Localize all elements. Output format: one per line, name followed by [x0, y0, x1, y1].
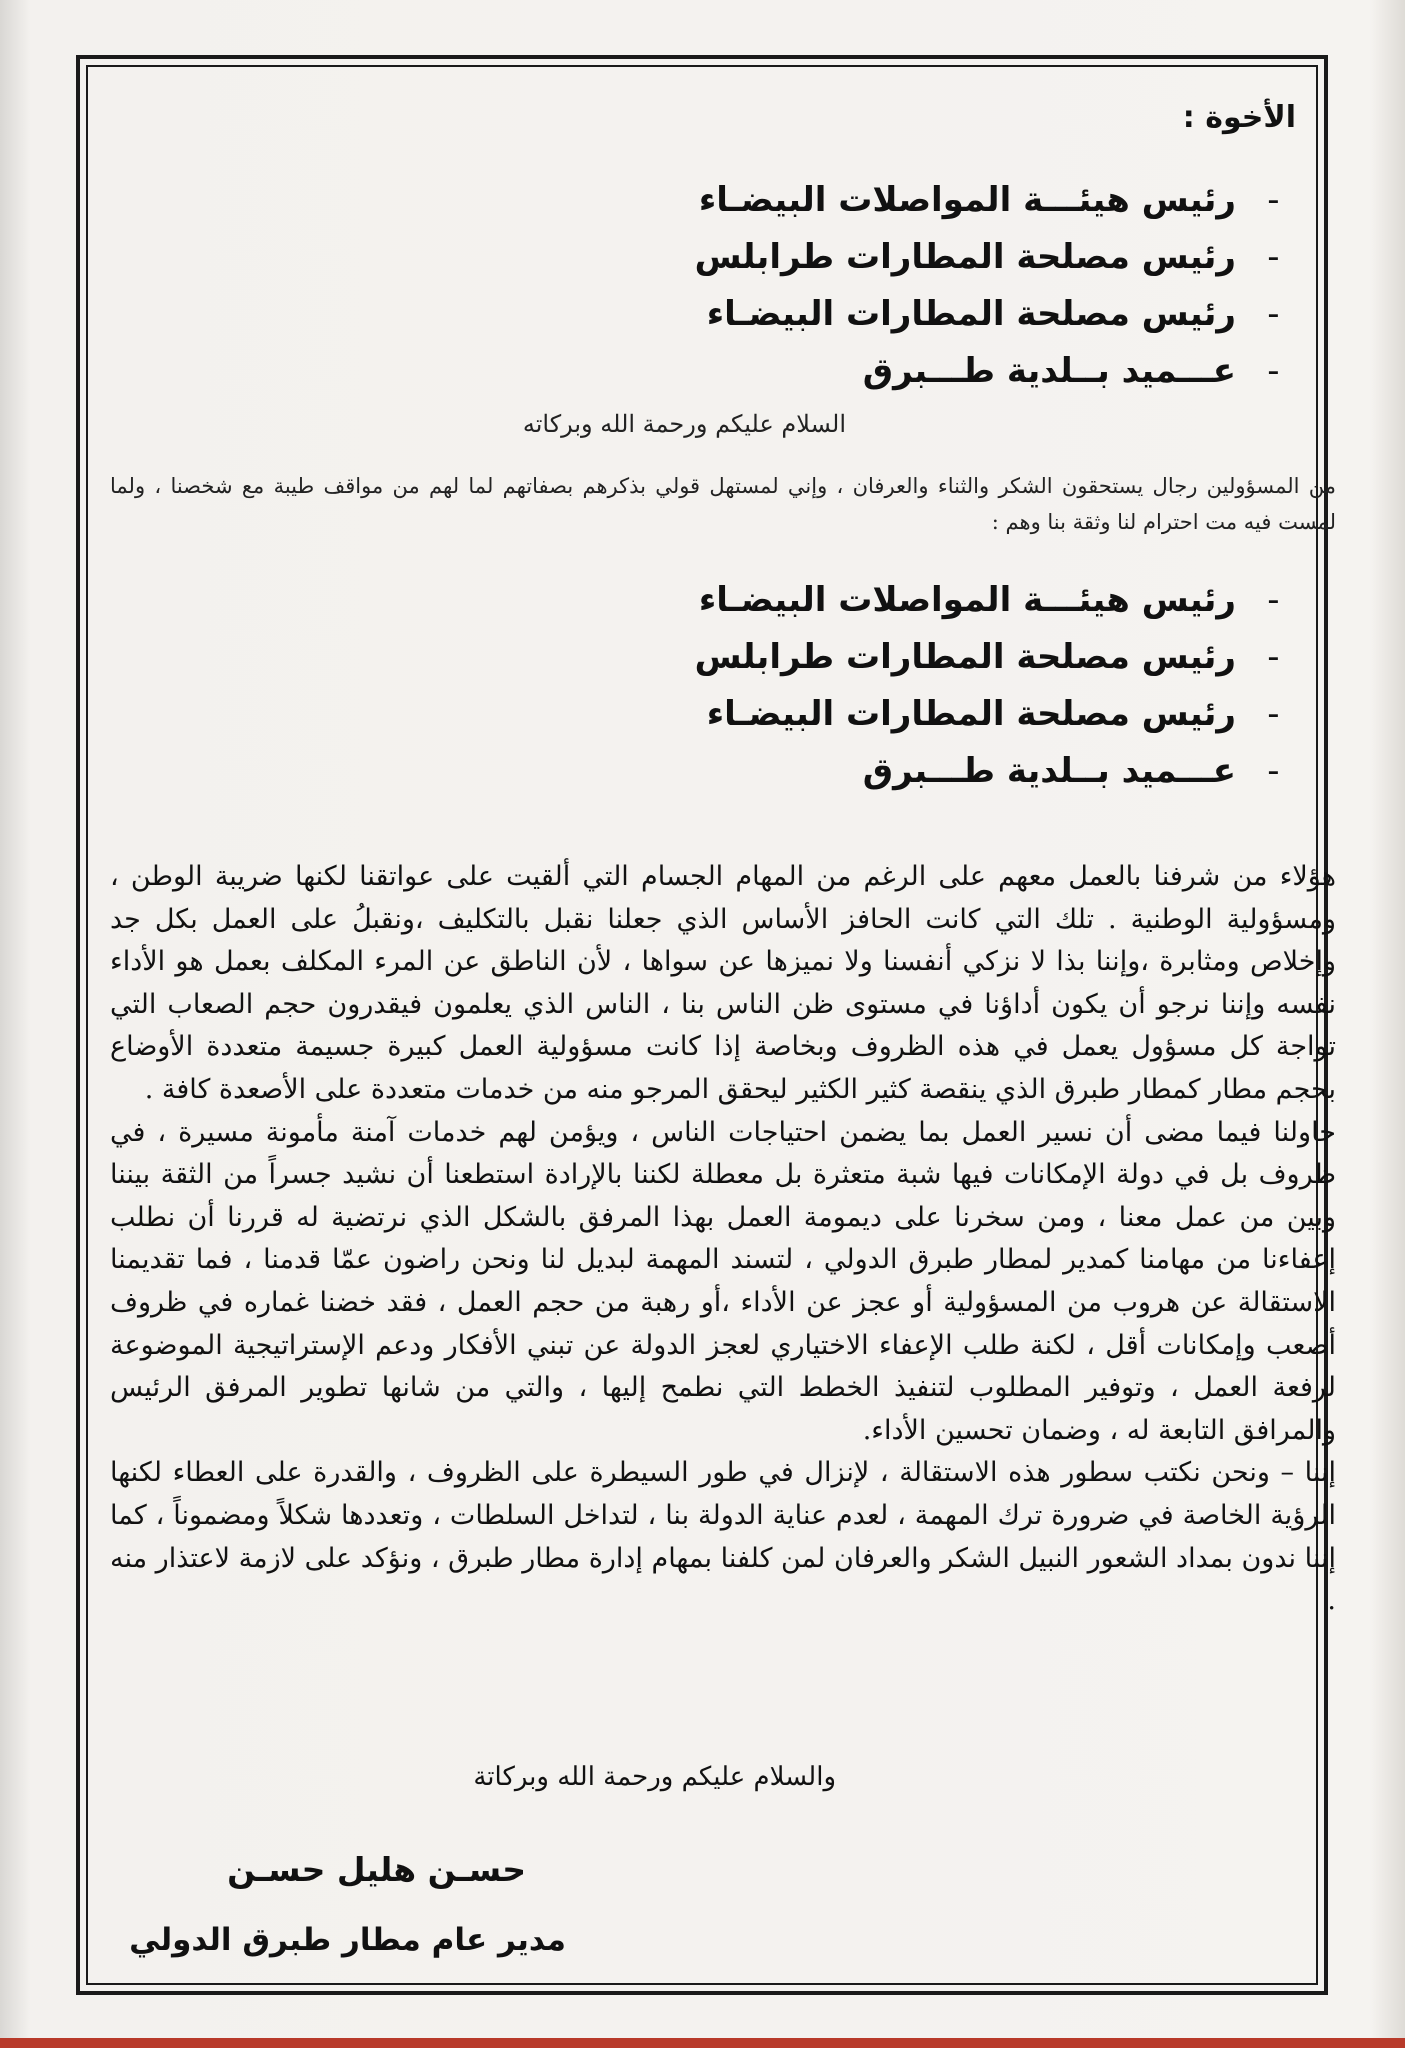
- salutation: السلام عليكم ورحمة الله وبركاته: [522, 410, 846, 438]
- addressee-item: -رئيس مصلحة المطارات طرابلس: [694, 637, 1280, 677]
- addressee-item: -عـــميد بــلدية طـــبرق: [862, 351, 1280, 391]
- addressee-item: -رئيس مصلحة المطارات البيضـاء: [706, 694, 1280, 734]
- addressee-item: -عـــميد بــلدية طـــبرق: [862, 751, 1280, 791]
- addressee-list-top: [380, 172, 1280, 400]
- bottom-edge-strip: [0, 2038, 1405, 2048]
- signature-title: مدير عام مطار طبرق الدولي: [129, 1922, 566, 1958]
- addressee-item: -رئيس هيئـــة المواصلات البيضـاء: [698, 180, 1280, 220]
- greeting-heading: الأخوة :: [1182, 100, 1296, 135]
- closing-salutation: والسلام عليكم ورحمة الله وبركاتة: [473, 1762, 836, 1792]
- paragraph-3: إننا – ونحن نكتب سطور هذه الاستقالة ، لإنزال في طور السيطرة على الظروف ، والقدرة على العطاء لكنها الرؤية الخاصة في ضرورة ترك المهمة ، لعدم عناية الدولة بنا ، لتداخل السلطات ، وتعددها شكلاً ومضموناً ، كما إننا ندون بمداد الشعور النبيل الشكر والعرفان لمن كلفنا بمهام إدارة مطار طبرق ، ونؤكد على لازمة لاعتذار منه .: [110, 1457, 1336, 1617]
- signature-name: حسـن هليل حسـن: [227, 1850, 526, 1889]
- addressee-item: -رئيس هيئـــة المواصلات البيضـاء: [698, 580, 1280, 620]
- addressee-item: -رئيس مصلحة المطارات البيضـاء: [706, 294, 1280, 334]
- letter-body: [110, 90, 1336, 1970]
- main-text: [110, 856, 1336, 1623]
- paragraph-1: هؤلاء من شرفنا بالعمل معهم على الرغم من المهام الجسام التي ألقيت على عواتقنا لكنها ضريبة الوطن ، ومسؤولية الوطنية . تلك التي كانت الحافز الأساس الذي جعلنا نقبل بالتكليف ،ونقبلُ على العمل بكل جد وإخلاص ومثابرة ،وإننا بذا لا نزكي أنفسنا ولا نميزها عن سواها ، لأن الناطق عن المرء المكلف بعمل هو الأداء نفسه وإننا نرجو أن يكون أداؤنا في مستوى ظن الناس بنا ، الناس الذي يعلمون فيقدرون حجم الصعاب التي تواجة كل مسؤول يعمل في هذه الظروف وبخاصة إذا كانت مسؤولية العمل كبيرة جسيمة متعددة الأوضاع بحجم مطار كمطار طبرق الذي ينقصة كثير الكثير ليحقق المرجو منه من خدمات متعددة على الأصعدة كافة .: [110, 861, 1336, 1105]
- paragraph-2: حاولنا فيما مضى أن نسير العمل بما يضمن احتياجات الناس ، ويؤمن لهم خدمات آمنة مأمونة مسيرة ، في ظروف بل في دولة الإمكانات فيها شبة متعثرة بل معطلة لكننا بالإرادة استطعنا أن نشيد جسراً من الثقة بيننا وبين من عمل معنا ، ومن سخرنا على ديمومة العمل بهذا المرفق بالشكل الذي نرتضية له قررنا أن نطلب إعفاءنا من مهامنا كمدير لمطار طبرق الدولي ، لتسند المهمة لبديل لنا ونحن راضون عمّا قدمنا ، فما تقديمنا الاستقالة عن هروب من المسؤولية أو عجز عن الأداء ،أو رهبة من حجم العمل ، فقد خضنا غماره في ظروف أصعب وإمكانات أقل ، لكنة طلب الإعفاء الاختياري لعجز الدولة عن تبني الأفكار ودعم الإستراتيجية الموضوعة لرفعة العمل ، وتوفير المطلوب لتنفيذ الخطط التي نطمح إليها ، والتي من شانها تطوير المرفق الرئيس والمرافق التابعة له ، وضمان تحسين الأداء.: [110, 1116, 1336, 1446]
- intro-paragraph: من المسؤولين رجال يستحقون الشكر والثناء والعرفان ، وإني لمستهل قولي بذكرهم بصفاتهم لما لهم من مواقف طيبة مع شخصنا ، ولما لمست فيه مت احترام لنا وثقة بنا وهم :: [110, 474, 1336, 534]
- addressee-item: -رئيس مصلحة المطارات طرابلس: [694, 237, 1280, 277]
- addressee-list-repeat: [380, 572, 1280, 800]
